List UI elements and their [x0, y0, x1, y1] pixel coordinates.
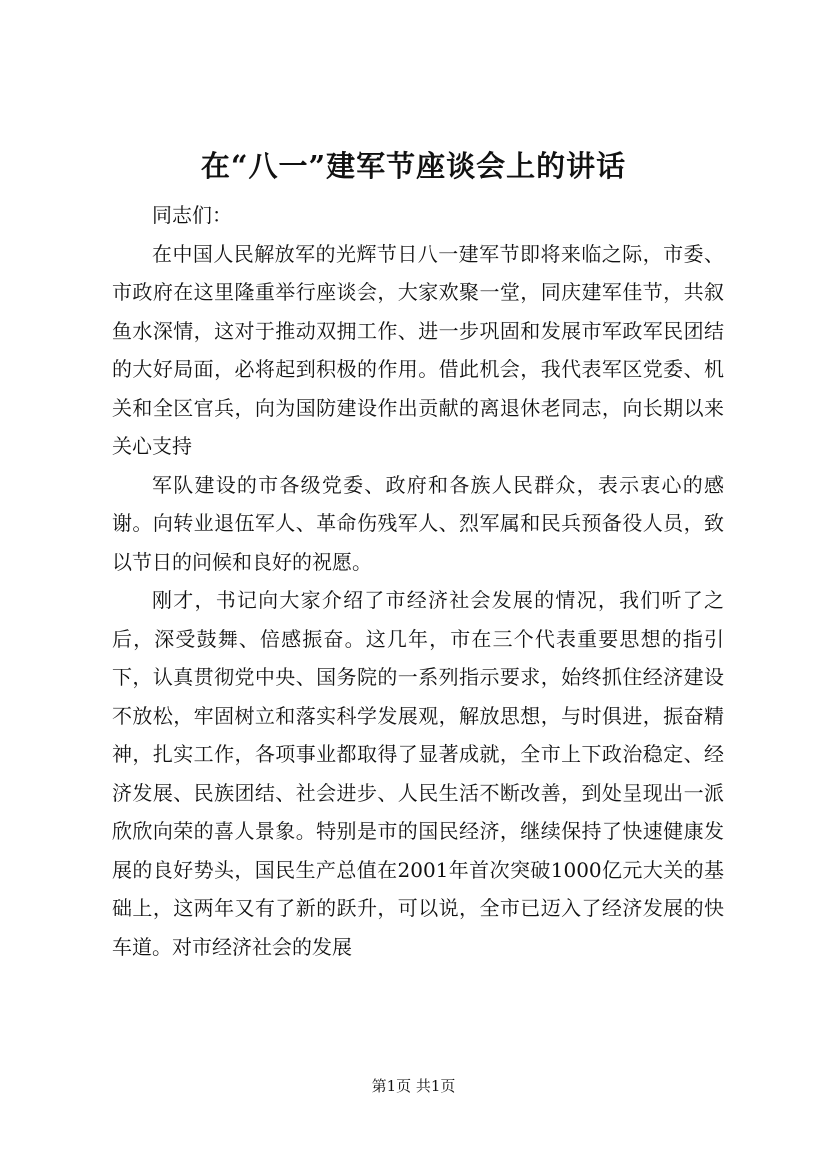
salutation: 同志们：	[152, 203, 232, 227]
paragraph-3: 刚才，书记向大家介绍了市经济社会发展的情况，我们听了之后，深受鼓舞、倍感振奋。这几年，市在三个代表重要思想的指引下，认真贯彻党中央、国务院的一系列指示要求，始终抓住经济建设不放松，牢固树立和落实科学发展观，解放思想，与时俱进，振奋精神，扎实工作，各项事业都取得了显著成就，全市上下政治稳定、经济发展、民族团结、社会进步、人民生活不断改善，到处呈现出一派欣欣向荣的喜人景象。特别是市的国民经济，继续保持了快速健康发展的良好势头，国民生产总值在2001年首次突破1000亿元大关的基础上，这两年又有了新的跃升，可以说，全市已迈入了经济发展的快车道。对市经济社会的发展	[112, 588, 724, 959]
paragraph-2: 军队建设的市各级党委、政府和各族人民群众，表示衷心的感谢。向转业退伍军人、革命伤残军人、烈军属和民兵预备役人员，致以节日的问候和良好的祝愿。	[112, 472, 724, 574]
document-body	[112, 196, 724, 966]
page-title: 在“八一”建军节座谈会上的讲话	[200, 149, 627, 183]
paragraph-1: 在中国人民解放军的光辉节日八一建军节即将来临之际，市委、市政府在这里隆重举行座谈会，大家欢聚一堂，同庆建军佳节，共叙鱼水深情，这对于推动双拥工作、进一步巩固和发展市军政军民团结的大好局面，必将起到积极的作用。借此机会，我代表军区党委、机关和全区官兵，向为国防建设作出贡献的离退休老同志，向长期以来关心支持	[112, 241, 724, 458]
page-footer: 第1页 共1页	[371, 1077, 456, 1095]
